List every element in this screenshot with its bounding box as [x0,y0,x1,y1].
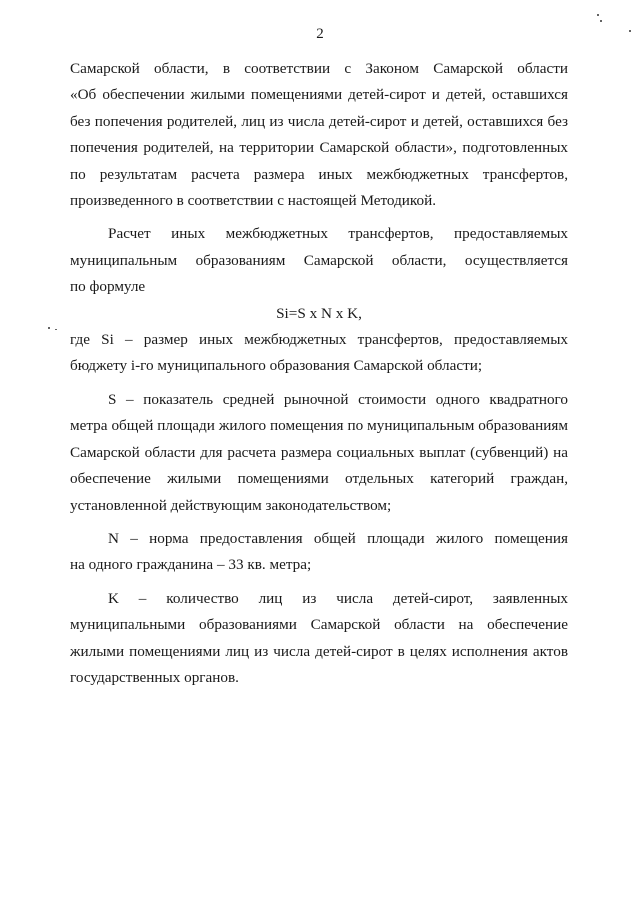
text-line: без попечения родителей, лиц из числа детей-сирот и детей, оставшихся без [70,112,568,130]
scan-speck [597,14,599,16]
page-number: 2 [316,26,324,42]
text-line: на одного гражданина – 33 кв. метра; [70,556,312,574]
formula: Si=S x N x K, [276,304,362,322]
text-line: произведенного в соответствии с настоящей Методикой. [70,192,437,210]
text-line: по результатам расчета размера иных межбюджетных трансфертов, [70,165,568,183]
text-line: муниципальным образованиям Самарской области, осуществляется [70,251,568,269]
text-line: обеспечение жилыми помещениями отдельных категорий граждан, [70,470,568,488]
text-line: «Об обеспечении жилыми помещениями детей-сирот и детей, оставшихся [70,86,568,104]
text-line: Самарской области для расчета размера социальных выплат (субвенций) на [70,443,568,461]
text-line: государственных органов. [70,668,239,686]
text-line: метра общей площади жилого помещения по муниципальным образованиям [70,417,568,435]
scan-speck [48,327,50,329]
document-body [70,56,568,691]
paragraph-calculation [70,221,568,300]
text-line: муниципальными образованиями Самарской области на обеспечение [70,616,568,634]
paragraph-s-definition [70,387,568,519]
paragraph-k-definition [70,586,568,692]
text-line: бюджету i-го муниципального образования Самарской области; [70,357,483,375]
scan-speck [55,329,57,330]
text-line: по формуле [70,278,146,296]
text-line: K – количество лиц из числа детей-сирот, заявленных [108,589,568,607]
text-line: N – норма предоставления общей площади жилого помещения [108,529,568,547]
scan-speck [600,20,602,22]
text-line: жилыми помещениями лиц из числа детей-сирот в целях исполнения актов [70,642,568,660]
text-line: Расчет иных межбюджетных трансфертов, предоставляемых [108,225,568,243]
paragraph-n-definition [70,526,568,579]
text-line: попечения родителей, на территории Самарской области», подготовленных [70,139,568,157]
text-line: где Si – размер иных межбюджетных трансфертов, предоставляемых [70,331,568,349]
scan-speck [629,30,631,32]
paragraph-si-definition [70,327,568,380]
formula-block [70,301,568,327]
text-line: S – показатель средней рыночной стоимости одного квадратного [108,390,568,408]
text-line: установленной действующим законодательством; [70,496,392,514]
text-line: Самарской области, в соответствии с Законом Самарской области [70,60,568,77]
paragraph-continuation [70,56,568,214]
